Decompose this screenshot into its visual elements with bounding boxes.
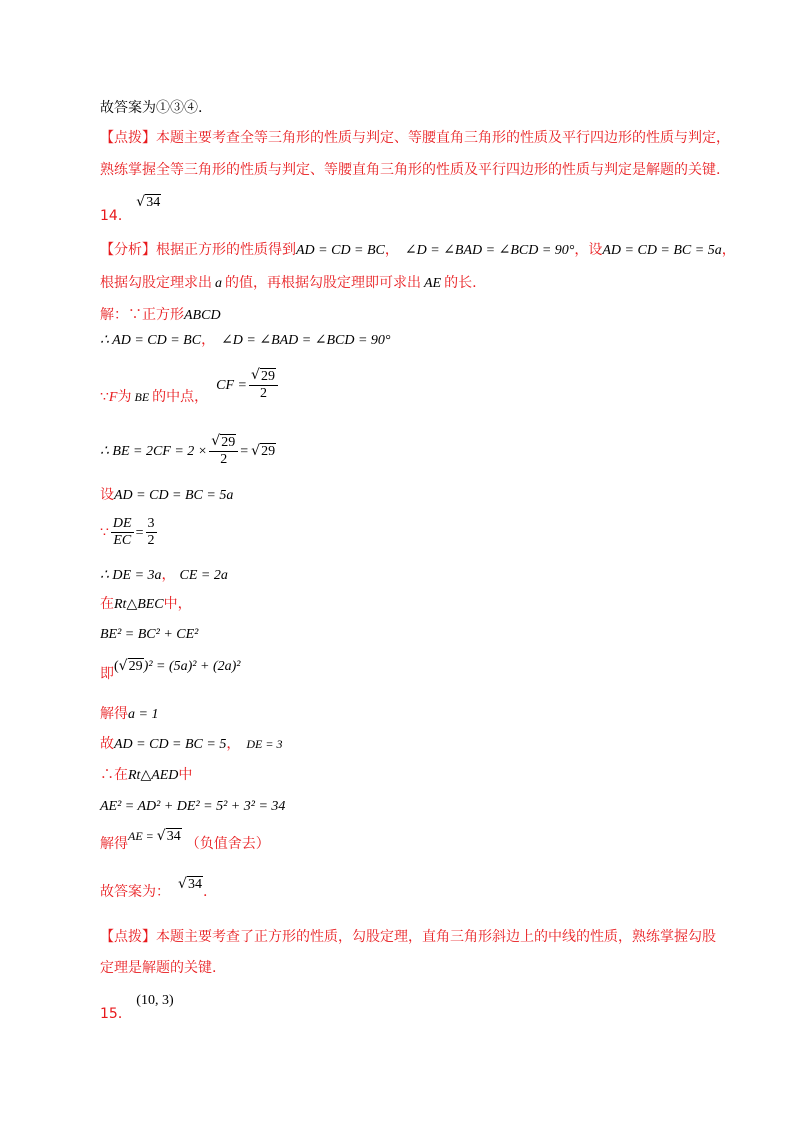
math-expression: AD = CD = BC = 5a: [114, 488, 234, 503]
denominator: 2: [260, 386, 267, 401]
radicand: 29: [261, 369, 275, 384]
note-text: 熟练掌握全等三角形的性质与判定、等腰直角三角形的性质及平行四边形的性质与判定是解题的关键.: [100, 162, 721, 178]
math-expression: CE = 2a: [179, 568, 228, 583]
math-expression: ∴ AD = CD = BC: [100, 333, 202, 348]
math-expression: BE² = BC² + CE²: [100, 627, 199, 642]
sqrt-expression: √ 34: [136, 194, 161, 210]
question-14: [100, 194, 161, 224]
solution-text: 为: [117, 389, 132, 405]
solution-text: 中: [178, 767, 193, 783]
solution-line-16: [100, 874, 208, 900]
answer-text: 故答案为①③④.: [100, 100, 203, 116]
punctuation: ，: [161, 567, 176, 583]
math-expression: Rt△BEC: [114, 597, 164, 612]
numerator: DE: [112, 516, 132, 531]
note-text: 本题主要考查了正方形的性质，勾股定理，直角三角形斜边上的中线的性质，熟练掌握勾股: [156, 929, 716, 945]
solution-line-9: [100, 624, 198, 645]
because-symbol: ∵: [100, 389, 109, 405]
solution-line-6: [100, 516, 159, 549]
math-expression: AE² = AD² + DE² = 5² + 3² = 34: [100, 799, 286, 814]
radicand: 29: [128, 659, 143, 674]
math-expression: AD = CD = BC = 5: [114, 737, 227, 752]
punctuation: ，: [226, 736, 241, 752]
solution-line-15: [100, 826, 270, 852]
math-expression: ∴ DE = 3a: [100, 568, 162, 583]
math-expression: ∠D = ∠BAD = ∠BCD = 90°: [404, 243, 575, 258]
math-expression: ∠D = ∠BAD = ∠BCD = 90°: [221, 333, 391, 348]
solution-text: 解得: [100, 706, 128, 722]
question-15: [100, 990, 174, 1022]
analysis-text: 的值，再根据勾股定理即可求出: [225, 275, 421, 291]
solution-line-2: [100, 330, 391, 351]
solution-text: 在: [100, 596, 114, 612]
radicand: 34: [166, 829, 181, 844]
denominator: 2: [147, 533, 155, 548]
math-expression: )² = (5a)² + (2a)²: [143, 659, 241, 674]
equals-sign: =: [135, 525, 144, 541]
denominator: EC: [113, 533, 132, 548]
note-line-4: [100, 958, 216, 978]
math-expression: ∴ BE = 2CF = 2 ×: [100, 444, 208, 459]
equals-sign: =: [240, 444, 249, 459]
solution-text: 故: [100, 736, 114, 752]
fraction: √ 29 2: [249, 368, 278, 402]
question-number: 14．: [100, 208, 132, 224]
math-expression: DE = 3: [246, 737, 283, 751]
solution-line-10: [100, 656, 241, 682]
sqrt-expression: √ 34: [156, 828, 181, 844]
math-expression: Rt△AED: [128, 768, 179, 783]
solution-text: 即: [100, 666, 114, 682]
analysis-text: ，设: [574, 242, 603, 258]
solution-text: 解得: [100, 836, 128, 852]
solution-line-5: [100, 485, 233, 506]
solution-line-14: [100, 796, 285, 817]
question-number: 15．: [100, 1006, 132, 1022]
analysis-text: 的长.: [444, 275, 477, 291]
solution-line-8: [100, 594, 192, 615]
math-expression: ABCD: [184, 308, 221, 323]
solution-line-4: [100, 434, 276, 468]
punctuation: ，: [721, 242, 736, 258]
sqrt-expression: √ 34: [178, 876, 202, 892]
note-line-2: [100, 160, 720, 180]
solution-text: （负值舍去）: [185, 836, 270, 852]
radicand: 29: [221, 435, 236, 450]
note-text: 定理是解题的关键.: [100, 960, 217, 976]
fraction: √ 29 2: [209, 434, 238, 468]
radicand: 34: [188, 877, 202, 892]
math-variable: AE: [424, 276, 442, 291]
note-text: 本题主要考查全等三角形的性质与判定、等腰直角三角形的性质及平行四边形的性质与判定，: [156, 130, 730, 146]
solution-text: ∴在: [100, 767, 128, 783]
fraction: [146, 516, 157, 549]
math-expression: (: [114, 659, 119, 674]
note-line-1: [100, 128, 730, 148]
solution-line-3: [100, 367, 280, 405]
solution-line-1: [100, 305, 221, 326]
math-expression: AE =: [128, 829, 154, 843]
math-expression: (10, 3): [136, 993, 174, 1008]
note-line-3: [100, 927, 716, 947]
math-variable: F: [108, 390, 118, 405]
sqrt-expression: √ 29: [118, 658, 143, 674]
analysis-tag: 【分析】: [100, 242, 156, 258]
solution-text: 设: [100, 487, 114, 503]
radicand: 29: [261, 444, 276, 459]
solution-text: 故答案为：: [100, 884, 170, 900]
solution-line-13: [100, 765, 192, 786]
analysis-line-1: [100, 240, 736, 261]
math-variable: a: [215, 276, 222, 291]
analysis-text: 根据正方形的性质得到: [156, 242, 296, 258]
note-tag: 【点拨】: [100, 130, 156, 146]
radicand: 34: [146, 195, 161, 210]
punctuation: .: [203, 884, 208, 900]
because-symbol: ∵: [100, 524, 109, 541]
solution-line-7: [100, 565, 228, 586]
sqrt-expression: √ 29: [251, 443, 276, 459]
math-expression: CF =: [216, 378, 247, 393]
solution-text: 中，: [163, 596, 192, 612]
math-expression: AD = CD = BC: [296, 243, 385, 258]
analysis-line-2: [100, 273, 477, 294]
solution-line-12: [100, 734, 282, 755]
analysis-text: 根据勾股定理求出: [100, 275, 212, 291]
numerator: 3: [147, 516, 155, 531]
solution-line-11: [100, 704, 158, 725]
answer-line: [100, 98, 202, 118]
math-expression: a = 1: [128, 707, 159, 722]
solution-text: 解：∵正方形: [100, 307, 184, 323]
fraction: [111, 516, 134, 549]
punctuation: ，: [201, 332, 216, 348]
denominator: 2: [220, 452, 228, 467]
math-expression: AD = CD = BC = 5a: [602, 243, 722, 258]
note-tag: 【点拨】: [100, 929, 156, 945]
punctuation: ，: [384, 242, 399, 258]
solution-text: 的中点，: [152, 389, 209, 405]
math-variable: BE: [134, 390, 150, 404]
